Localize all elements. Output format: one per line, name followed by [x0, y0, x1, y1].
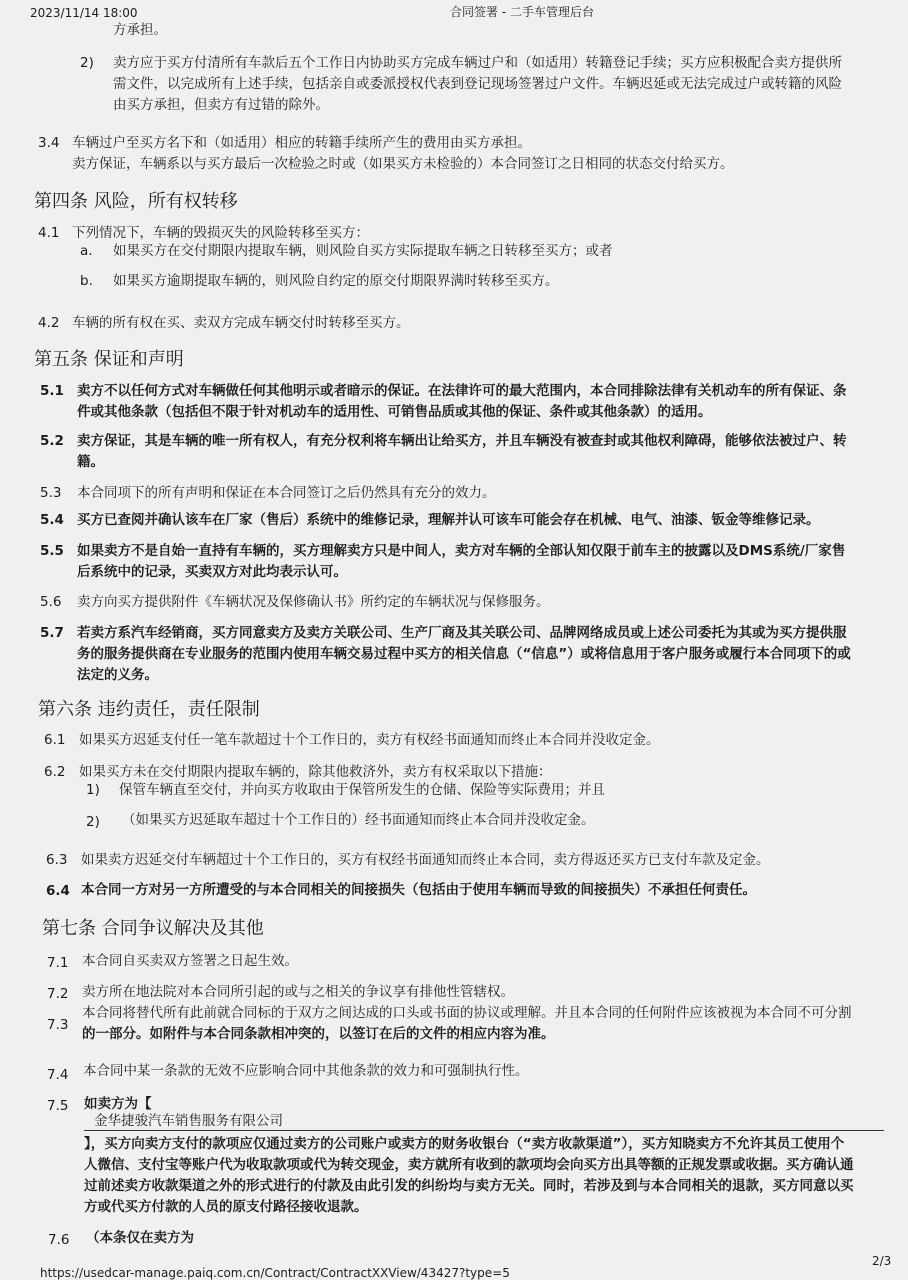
clause-text: 】，买方向卖方支付的款项应仅通过卖方的公司账户或卖方的财务收银台（“卖方收款渠道”），买方知晓卖方不允许其员工使用个 — [84, 1136, 845, 1152]
section-heading: 第四条 风险，所有权转移 — [34, 191, 238, 212]
clause-number: 2) — [80, 55, 94, 71]
clause-number: 7.4 — [47, 1067, 69, 1083]
clause-text: 如果买方迟延支付任一笔车款超过十个工作日的，卖方有权经书面通知而终止本合同并没收定金。 — [79, 732, 660, 748]
clause-text: 籍。 — [77, 454, 104, 470]
clause-text: 人微信、支付宝等账户代为收取款项或代为转交现金，卖方就所有收到的款项均会向买方出具等额的正规发票或收据。买方确认通 — [84, 1157, 854, 1173]
clause-number: 6.2 — [44, 764, 66, 780]
clause-text: 车辆的所有权在买、卖双方完成车辆交付时转移至买方。 — [72, 315, 410, 331]
clause-text: 如果卖方不是自始一直持有车辆的，买方理解卖方只是中间人，卖方对车辆的全部认知仅限于前车主的披露以及DMS系统/厂家售 — [77, 543, 846, 559]
seller-company-name: 金华捷骏汽车销售服务有限公司 — [94, 1113, 283, 1129]
clause-number: 7.3 — [47, 1017, 69, 1033]
clause-text: 本合同项下的所有声明和保证在本合同签订之后仍然具有充分的效力。 — [77, 485, 496, 501]
clause-number: 1) — [86, 782, 100, 798]
clause-number: 3.4 — [38, 135, 60, 151]
clause-text: 卖方应于买方付清所有车款后五个工作日内协助买方完成车辆过户和（如适用）转籍登记手续；买方应积极配合卖方提供所 — [113, 55, 842, 71]
clause-number: 5.2 — [40, 433, 64, 449]
clause-text: 车辆过户至买方名下和（如适用）相应的转籍手续所产生的费用由买方承担。 — [72, 135, 531, 151]
header-title: 合同签署 - 二手车管理后台 — [450, 5, 594, 19]
company-underline — [84, 1130, 884, 1131]
clause-number: 7.6 — [48, 1232, 70, 1248]
clause-number: 6.4 — [46, 883, 70, 899]
clause-number: 5.5 — [40, 543, 64, 559]
clause-text: 卖方不以任何方式对车辆做任何其他明示或者暗示的保证。在法律许可的最大范围内，本合同排除法律有关机动车的所有保证、条 — [77, 383, 847, 399]
clause-text: 卖方所在地法院对本合同所引起的或与之相关的争议享有排他性管辖权。 — [82, 984, 514, 1000]
clause-text: 如果买方未在交付期限内提取车辆的，除其他救济外，卖方有权采取以下措施： — [79, 764, 552, 780]
clause-text: 本合同将替代所有此前就合同标的于双方之间达成的口头或书面的协议或理解。并且本合同的任何附件应该被视为本合同不可分割 — [82, 1005, 852, 1021]
clause-number: 7.1 — [47, 955, 69, 971]
footer-url[interactable]: https://usedcar-manage.paiq.com.cn/Contract/ContractXXView/43427?type=5 — [40, 1266, 510, 1280]
clause-text: （本条仅在卖方为 — [86, 1230, 194, 1246]
clause-text: 方或代买方付款的人员的原支付路径接收退款。 — [84, 1199, 368, 1215]
clause-text: 保管车辆直至交付，并向买方收取由于保管所发生的仓储、保险等实际费用；并且 — [119, 782, 605, 798]
header-date: 2023/11/14 18:00 — [30, 6, 138, 20]
clause-text: 需文件，以完成所有上述手续，包括亲自或委派授权代表到登记现场签署过户文件。车辆迟延或无法完成过户或转籍的风险 — [113, 76, 842, 92]
clause-text: 法定的义务。 — [77, 667, 158, 683]
page-number: 2/3 — [872, 1254, 892, 1268]
clause-text: 由买方承担，但卖方有过错的除外。 — [113, 97, 329, 113]
clause-number: 2) — [86, 814, 100, 830]
section-heading: 第六条 违约责任，责任限制 — [38, 699, 260, 720]
clause-text: 如果买方逾期提取车辆的，则风险自约定的原交付期限界满时转移至买方。 — [113, 273, 559, 289]
clause-text: 如果卖方迟延交付车辆超过十个工作日的，买方有权经书面通知而终止本合同，卖方得返还买方已支付车款及定金。 — [81, 852, 770, 868]
clause-text: 过前述卖方收款渠道之外的形式进行的付款及由此引发的纠纷均与卖方无关。同时，若涉及到与本合同相关的退款，买方同意以买 — [84, 1178, 854, 1194]
clause-text: 如卖方为【 — [84, 1096, 152, 1112]
clause-text: 本合同中某一条款的无效不应影响合同中其他条款的效力和可强制执行性。 — [83, 1063, 529, 1079]
clause-number: 5.4 — [40, 512, 64, 528]
clause-text: 卖方保证，车辆系以与买方最后一次检验之时或（如果买方未检验的）本合同签订之日相同的状态交付给买方。 — [72, 156, 734, 172]
clause-number: 4.1 — [38, 225, 60, 241]
clause-text: 后系统中的记录，买卖双方对此均表示认可。 — [77, 564, 347, 580]
clause-text: 的一部分。如附件与本合同条款相冲突的，以签订在后的文件的相应内容为准。 — [82, 1026, 555, 1042]
clause-number: 5.3 — [40, 485, 62, 501]
clause-text: 本合同自买卖双方签署之日起生效。 — [82, 953, 298, 969]
clause-text: 如果买方在交付期限内提取车辆，则风险自买方实际提取车辆之日转移至买方；或者 — [113, 243, 613, 259]
clause-text: 务的服务提供商在专业服务的范围内使用车辆交易过程中买方的相关信息（“信息”）或将信息用于客户服务或履行本合同项下的或 — [77, 646, 851, 662]
clause-text: 卖方保证，其是车辆的唯一所有权人，有充分权利将车辆出让给买方，并且车辆没有被查封或其他权利障碍，能够依法被过户、转 — [77, 433, 847, 449]
clause-number: a. — [80, 243, 93, 259]
clause-text: 方承担。 — [113, 22, 167, 38]
clause-text: 买方已查阅并确认该车在厂家（售后）系统中的维修记录，理解并认可该车可能会存在机械、电气、油漆、钣金等维修记录。 — [77, 512, 820, 528]
clause-number: 7.5 — [47, 1098, 69, 1114]
clause-text: 本合同一方对另一方所遭受的与本合同相关的间接损失（包括由于使用车辆而导致的间接损失）不承担任何责任。 — [81, 882, 756, 898]
clause-text: 若卖方系汽车经销商，买方同意卖方及卖方关联公司、生产厂商及其关联公司、品牌网络成员或上述公司委托为其或为买方提供服 — [77, 625, 847, 641]
clause-number: 5.6 — [40, 594, 62, 610]
clause-number: 4.2 — [38, 315, 60, 331]
clause-number: b. — [80, 273, 93, 289]
section-heading: 第五条 保证和声明 — [34, 349, 184, 370]
clause-number: 7.2 — [47, 986, 69, 1002]
clause-number: 5.7 — [40, 625, 64, 641]
clause-number: 6.1 — [44, 732, 66, 748]
clause-text: 件或其他条款（包括但不限于针对机动车的适用性、可销售品质或其他的保证、条件或其他条款）的适用。 — [77, 404, 712, 420]
clause-text: （如果买方迟延取车超过十个工作日的）经书面通知而终止本合同并没收定金。 — [122, 812, 595, 828]
clause-number: 5.1 — [40, 383, 64, 399]
clause-text: 卖方向买方提供附件《车辆状况及保修确认书》所约定的车辆状况与保修服务。 — [77, 594, 550, 610]
clause-number: 6.3 — [46, 852, 68, 868]
clause-text: 下列情况下，车辆的毁损灭失的风险转移至买方： — [72, 225, 369, 241]
section-heading: 第七条 合同争议解决及其他 — [42, 918, 264, 939]
